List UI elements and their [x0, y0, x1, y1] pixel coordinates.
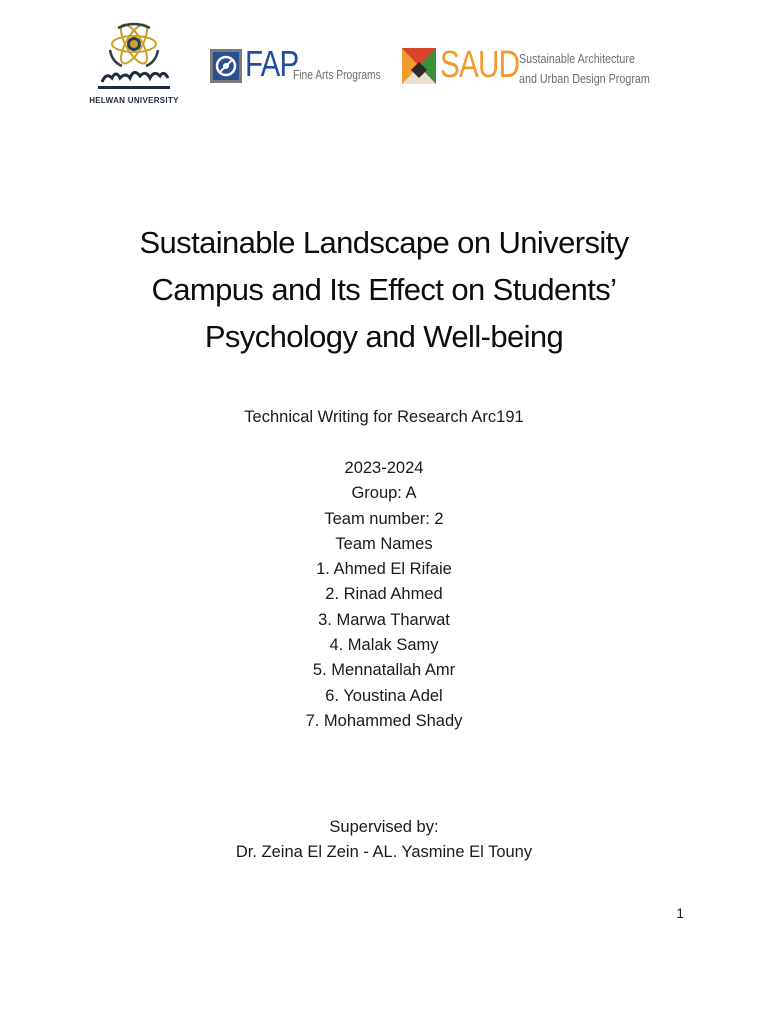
fap-subtitle: Fine Arts Programs [293, 68, 381, 82]
academic-year: 2023-2024 [344, 459, 424, 477]
group-label: Group: A [351, 484, 417, 503]
course-line: Technical Writing for Research Arc191 [244, 408, 524, 426]
title-line-3: Psychology and Well-being [204, 319, 564, 354]
fap-emblem-icon [210, 49, 242, 83]
supervisors-names: Dr. Zeina El Zein - AL. Yasmine El Touny [235, 843, 533, 862]
supervision-block [84, 815, 684, 866]
document-title [60, 219, 708, 360]
team-info [84, 456, 684, 734]
saud-subtitle-line-1: Sustainable Architecture [519, 52, 635, 66]
saud-subtitle [519, 49, 650, 89]
page-number: 1 [676, 905, 684, 921]
title-line-2: Campus and Its Effect on Students’ [151, 272, 617, 307]
saud-subtitle-line-2: and Urban Design Program [519, 72, 650, 86]
team-member: 7. Mohammed Shady [305, 711, 463, 730]
team-member: 2. Rinad Ahmed [325, 585, 443, 604]
saud-logo [402, 44, 664, 88]
team-number: Team number: 2 [324, 509, 444, 528]
helwan-university-logo [88, 20, 180, 108]
supervised-by-label: Supervised by: [329, 818, 439, 836]
saud-letters: SAUD [440, 44, 520, 86]
team-member: 4. Malak Samy [329, 636, 439, 655]
title-line-1: Sustainable Landscape on University [139, 225, 629, 260]
helwan-caption: HELWAN UNIVERSITY [89, 96, 179, 105]
team-member: 3. Marwa Tharwat [318, 610, 450, 629]
team-member: 1. Ahmed El Rifaie [316, 560, 452, 579]
fap-logo [210, 44, 395, 88]
fap-letters: FAP [245, 43, 299, 84]
team-member: 6. Youstina Adel [325, 686, 443, 705]
atom-globe-emblem-icon [88, 20, 180, 96]
saud-emblem-icon [402, 48, 436, 84]
team-member: 5. Mennatallah Amr [312, 661, 456, 680]
team-names-heading: Team Names [335, 534, 433, 553]
